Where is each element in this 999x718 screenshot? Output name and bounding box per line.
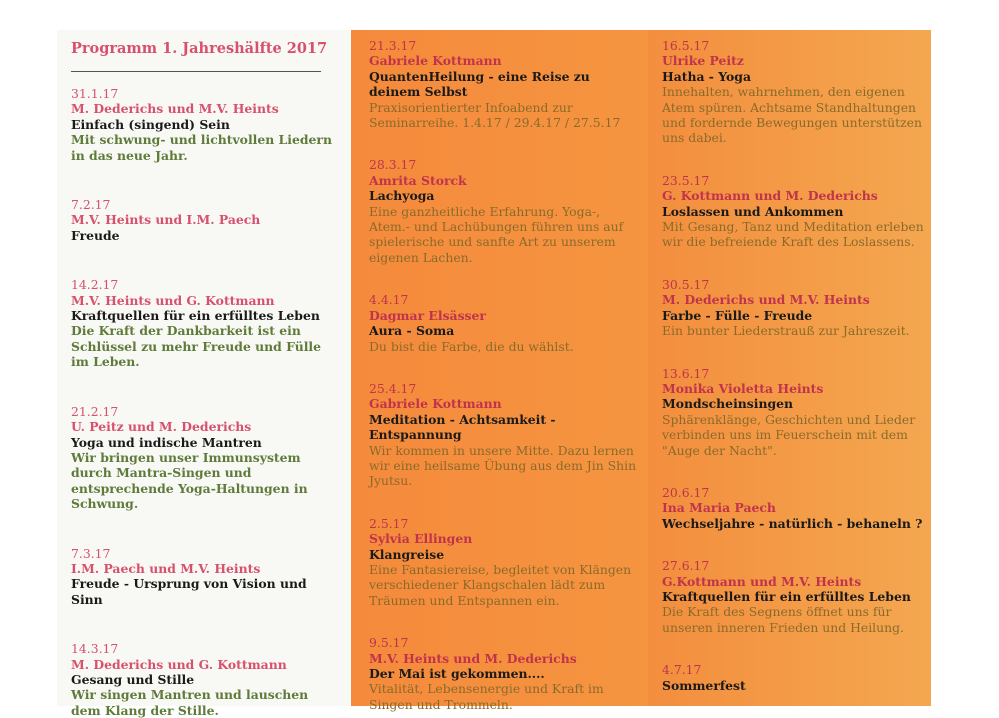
event-date: 23.5.17: [662, 172, 710, 188]
event-presenter: G. Kottmann und M. Dederichs: [662, 188, 878, 204]
event-presenter: Amrita Storck: [369, 172, 467, 188]
event-date: 28.3.17: [369, 157, 417, 173]
event-title: Kraftquellen für ein erfülltes Leben: [662, 588, 911, 604]
event-title: Farbe - Fülle - Freude: [662, 307, 813, 323]
event-entry: [662, 558, 925, 635]
event-entry: [71, 277, 340, 369]
event-date: 20.6.17: [662, 484, 710, 500]
event-title: Yoga und indische Mantren: [71, 434, 262, 450]
event-date: 14.3.17: [71, 641, 119, 657]
event-entry: [369, 635, 640, 712]
event-description: Sphärenklänge, Geschichten und Lieder verbinden uns im Feuerschein mit dem "Auge der Nacht".: [662, 411, 916, 458]
event-entry: [71, 86, 340, 163]
event-description: Vitalität, Lebensenergie und Kraft im Singen und Trommeln.: [369, 681, 604, 712]
events-list-3: [662, 38, 925, 693]
page-title: Programm 1. Jahreshälfte 2017: [71, 40, 328, 57]
event-title: Kraftquellen für ein erfülltes Leben: [71, 308, 320, 324]
events-list-1: [71, 86, 340, 718]
event-entry: [71, 404, 340, 512]
event-date: 4.4.17: [369, 292, 409, 308]
event-date: 14.2.17: [71, 277, 119, 293]
event-date: 21.3.17: [369, 38, 417, 53]
event-title: Gesang und Stille: [71, 671, 195, 687]
event-title: Hatha - Yoga: [662, 68, 751, 84]
event-presenter: Ulrike Peitz: [662, 53, 744, 69]
event-date: 7.2.17: [71, 197, 111, 213]
event-presenter: M.V. Heints und G. Kottmann: [71, 292, 275, 308]
event-title: Sommerfest: [662, 677, 746, 693]
event-date: 13.6.17: [662, 365, 710, 381]
event-presenter: M.V. Heints und M. Dederichs: [369, 650, 577, 666]
event-presenter: G.Kottmann und M.V. Heints: [662, 573, 862, 589]
event-date: 31.1.17: [71, 86, 119, 101]
event-title: Lachyoga: [369, 188, 435, 204]
event-description: Innehalten, wahrnehmen, den eigenen Atem spüren. Achtsame Standhaltungen und fordernde Bewegungen unterstützen uns dabei.: [662, 84, 922, 146]
event-entry: [71, 546, 340, 608]
event-presenter: U. Peitz und M. Dederichs: [71, 419, 252, 435]
column-1: [57, 30, 350, 718]
event-presenter: Ina Maria Paech: [662, 500, 776, 516]
event-date: 27.6.17: [662, 558, 710, 574]
event-description: Ein bunter Liederstrauß zur Jahreszeit.: [662, 323, 910, 339]
event-description: Praxisorientierter Infoabend zur Seminarreihe. 1.4.17 / 29.4.17 / 27.5.17: [369, 99, 621, 131]
event-title: Einfach (singend) Sein: [71, 116, 230, 132]
event-entry: [369, 292, 640, 354]
event-entry: [369, 381, 640, 489]
event-presenter: I.M. Paech und M.V. Heints: [71, 560, 261, 576]
column-3: [648, 30, 931, 706]
event-entry: [662, 485, 925, 531]
event-description: Mit schwung- und lichtvollen Liedern in das neue Jahr.: [71, 132, 332, 163]
event-title: Wechseljahre - natürlich - behaneln ?: [662, 515, 923, 531]
event-entry: [662, 366, 925, 458]
event-entry: [369, 38, 640, 130]
event-presenter: Gabriele Kottmann: [369, 53, 502, 69]
event-entry: [71, 197, 340, 243]
event-entry: [662, 662, 925, 693]
event-description: Wir bringen unser Immunsystem durch Mantra-Singen und entsprechende Yoga-Haltungen in Schwung.: [71, 449, 308, 512]
event-description: Die Kraft der Dankbarkeit ist ein Schlüssel zu mehr Freude und Fülle im Leben.: [71, 323, 322, 370]
event-entry: [71, 641, 340, 718]
event-title: Meditation - Achtsamkeit - Entspannung: [369, 411, 556, 443]
event-date: 21.2.17: [71, 403, 119, 419]
event-description: Die Kraft des Segnens öffnet uns für unseren inneren Frieden und Heilung.: [662, 604, 904, 635]
event-title: Loslassen und Ankommen: [662, 203, 844, 219]
event-date: 16.5.17: [662, 38, 710, 53]
event-presenter: Monika Violetta Heints: [662, 380, 824, 396]
event-entry: [662, 38, 925, 146]
event-entry: [369, 157, 640, 265]
event-title: Freude - Ursprung von Vision und Sinn: [71, 576, 307, 607]
event-title: Der Mai ist gekommen....: [369, 666, 545, 681]
event-description: Wir kommen in unsere Mitte. Dazu lernen wir eine heilsame Übung aus dem Jin Shin Jyutsu.: [369, 442, 637, 489]
event-presenter: M. Dederichs und M.V. Heints: [71, 101, 279, 117]
event-date: 7.3.17: [71, 545, 111, 561]
event-description: Eine ganzheitliche Erfahrung. Yoga-, Atem.- und Lachübungen führen uns auf spielerische und sanfte Art zu unserem eigenen Lachen.: [369, 203, 624, 265]
event-date: 9.5.17: [369, 635, 409, 651]
event-presenter: Sylvia Ellingen: [369, 531, 473, 547]
event-date: 25.4.17: [369, 380, 417, 396]
column-2: [351, 30, 648, 712]
event-presenter: M. Dederichs und G. Kottmann: [71, 656, 287, 672]
event-entry: [369, 516, 640, 608]
event-presenter: M. Dederichs und M.V. Heints: [662, 292, 870, 308]
event-entry: [662, 277, 925, 339]
event-description: Du bist die Farbe, die du wählst.: [369, 338, 574, 354]
event-title: Mondscheinsingen: [662, 396, 794, 412]
event-presenter: Dagmar Elsässer: [369, 307, 486, 323]
event-description: Mit Gesang, Tanz und Meditation erleben wir die befreiende Kraft des Loslassens.: [662, 219, 924, 250]
event-title: Klangreise: [369, 546, 445, 562]
event-description: Eine Fantasiereise, begleitet von Klängen verschiedener Klangschalen lädt zum Träumen und Entspannen ein.: [369, 561, 632, 608]
event-date: 4.7.17: [662, 662, 702, 678]
title-divider: [71, 71, 321, 72]
event-title: QuantenHeilung - eine Reise zu deinem Selbst: [369, 68, 590, 100]
events-list-2: [369, 38, 640, 712]
event-title: Aura - Soma: [369, 323, 455, 339]
event-description: Wir singen Mantren und lauschen dem Klang der Stille.: [71, 687, 309, 718]
event-presenter: M.V. Heints und I.M. Paech: [71, 212, 261, 228]
event-date: 2.5.17: [369, 515, 409, 531]
event-entry: [662, 173, 925, 250]
event-presenter: Gabriele Kottmann: [369, 396, 502, 412]
event-title: Freude: [71, 227, 120, 243]
event-date: 30.5.17: [662, 276, 710, 292]
